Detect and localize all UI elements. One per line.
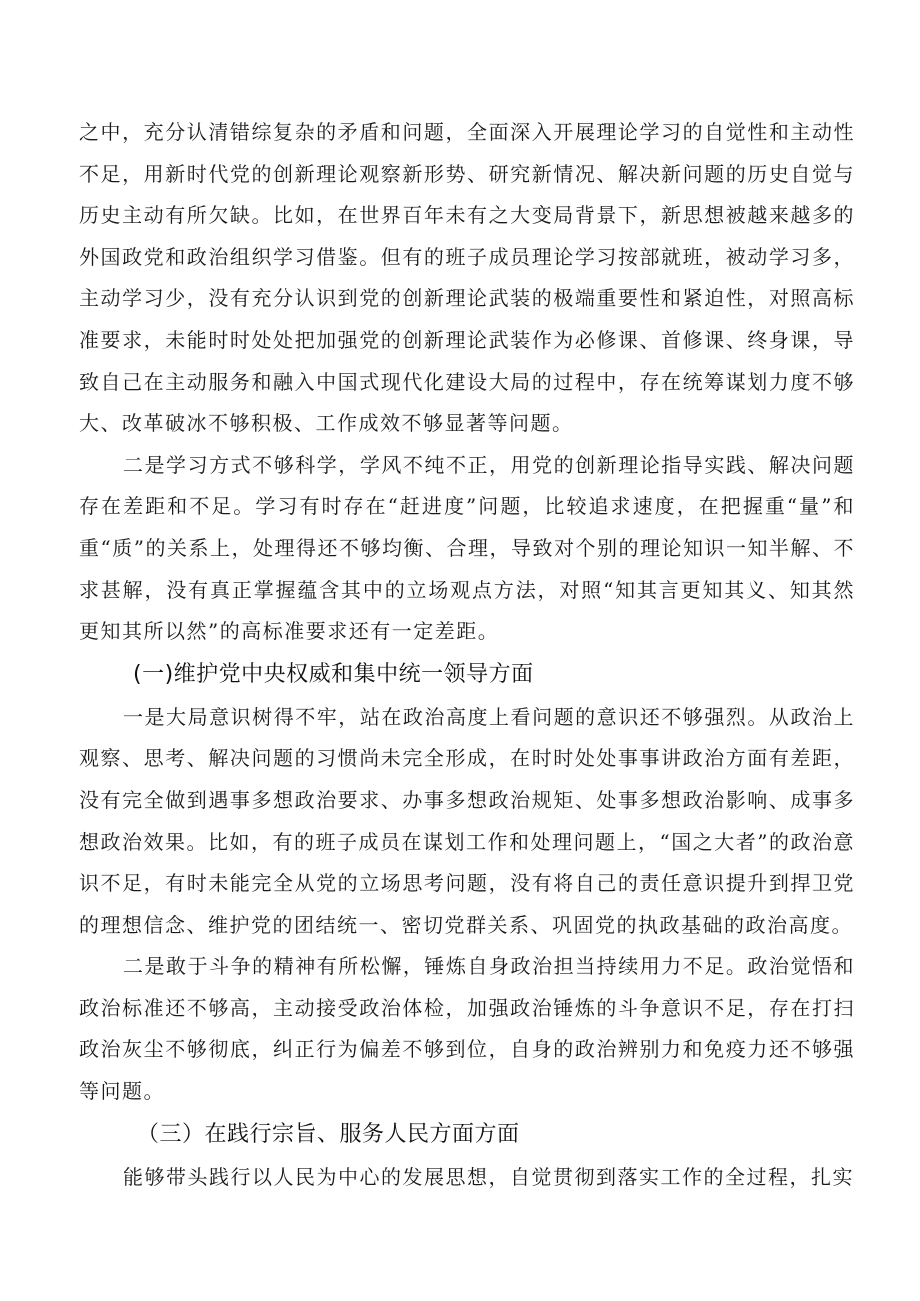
paragraph-study-method: 二是学习方式不够科学，学风不纯不正，用党的创新理论指导实践、解决问题存在差距和不足。学习有时存在“赶进度”问题，比较追求速度，在把握重“量”和重“质”的关系上，处理得还不够均衡、合理，导致对个别的理论知识一知半解、不求甚解，没有真正掌握蕴含其中的立场观点方法，对照“知其言更知其义、知其然更知其所以然”的高标准要求还有一定差距。 bbox=[79, 452, 855, 644]
paragraph-overall-awareness: 一是大局意识树得不牢，站在政治高度上看问题的意识还不够强烈。从政治上观察、思考、解决问题的习惯尚未完全形成，在时时处处事事讲政治方面有差距，没有完全做到遇事多想政治要求、办事多想政治规矩、处事多想政治影响、成事多想政治效果。比如，有的班子成员在谋划工作和处理问题上，“国之大者”的政治意识不足，有时未能完全从党的立场思考问题，没有将自己的责任意识提升到捍卫党的理想信念、维护党的团结统一、密切党群关系、巩固党的执政基础的政治高度。 bbox=[79, 704, 855, 937]
document-body bbox=[79, 112, 855, 1198]
paragraph-people-centered: 能够带头践行以人民为中心的发展思想，自觉贯彻到落实工作的全过程，扎实 bbox=[123, 1164, 854, 1189]
paragraph-theory-study: 之中，充分认清错综复杂的矛盾和问题，全面深入开展理论学习的自觉性和主动性不足，用新时代党的创新理论观察新形势、研究新情况、解决新问题的历史自觉与历史主动有所欠缺。比如，在世界百年未有之大变局背景下，新思想被越来越多的外国政党和政治组织学习借鉴。但有的班子成员理论学习按部就班，被动学习多，主动学习少，没有充分认识到党的创新理论武装的极端重要性和紧迫性，对照高标准要求，未能时时处处把加强党的创新理论武装作为必修课、首修课、终身课，导致自己在主动服务和融入中国式现代化建设大局的过程中，存在统筹谋划力度不够大、改革破冰不够积极、工作成效不够显著等问题。 bbox=[79, 120, 855, 436]
paragraph-struggle-spirit: 二是敢于斗争的精神有所松懈，锤炼自身政治担当持续用力不足。政治觉悟和政治标准还不够高，主动接受政治体检，加强政治锤炼的斗争意识不足，存在打扫政治灰尘不够彻底，纠正行为偏差不够到位，自身的政治辨别力和免疫力还不够强等问题。 bbox=[79, 954, 855, 1104]
section-heading-central-authority: (一)维护党中央权威和集中统一领导方面 bbox=[133, 661, 534, 687]
section-heading-serve-people: （三）在践行宗旨、服务人民方面方面 bbox=[137, 1121, 520, 1147]
